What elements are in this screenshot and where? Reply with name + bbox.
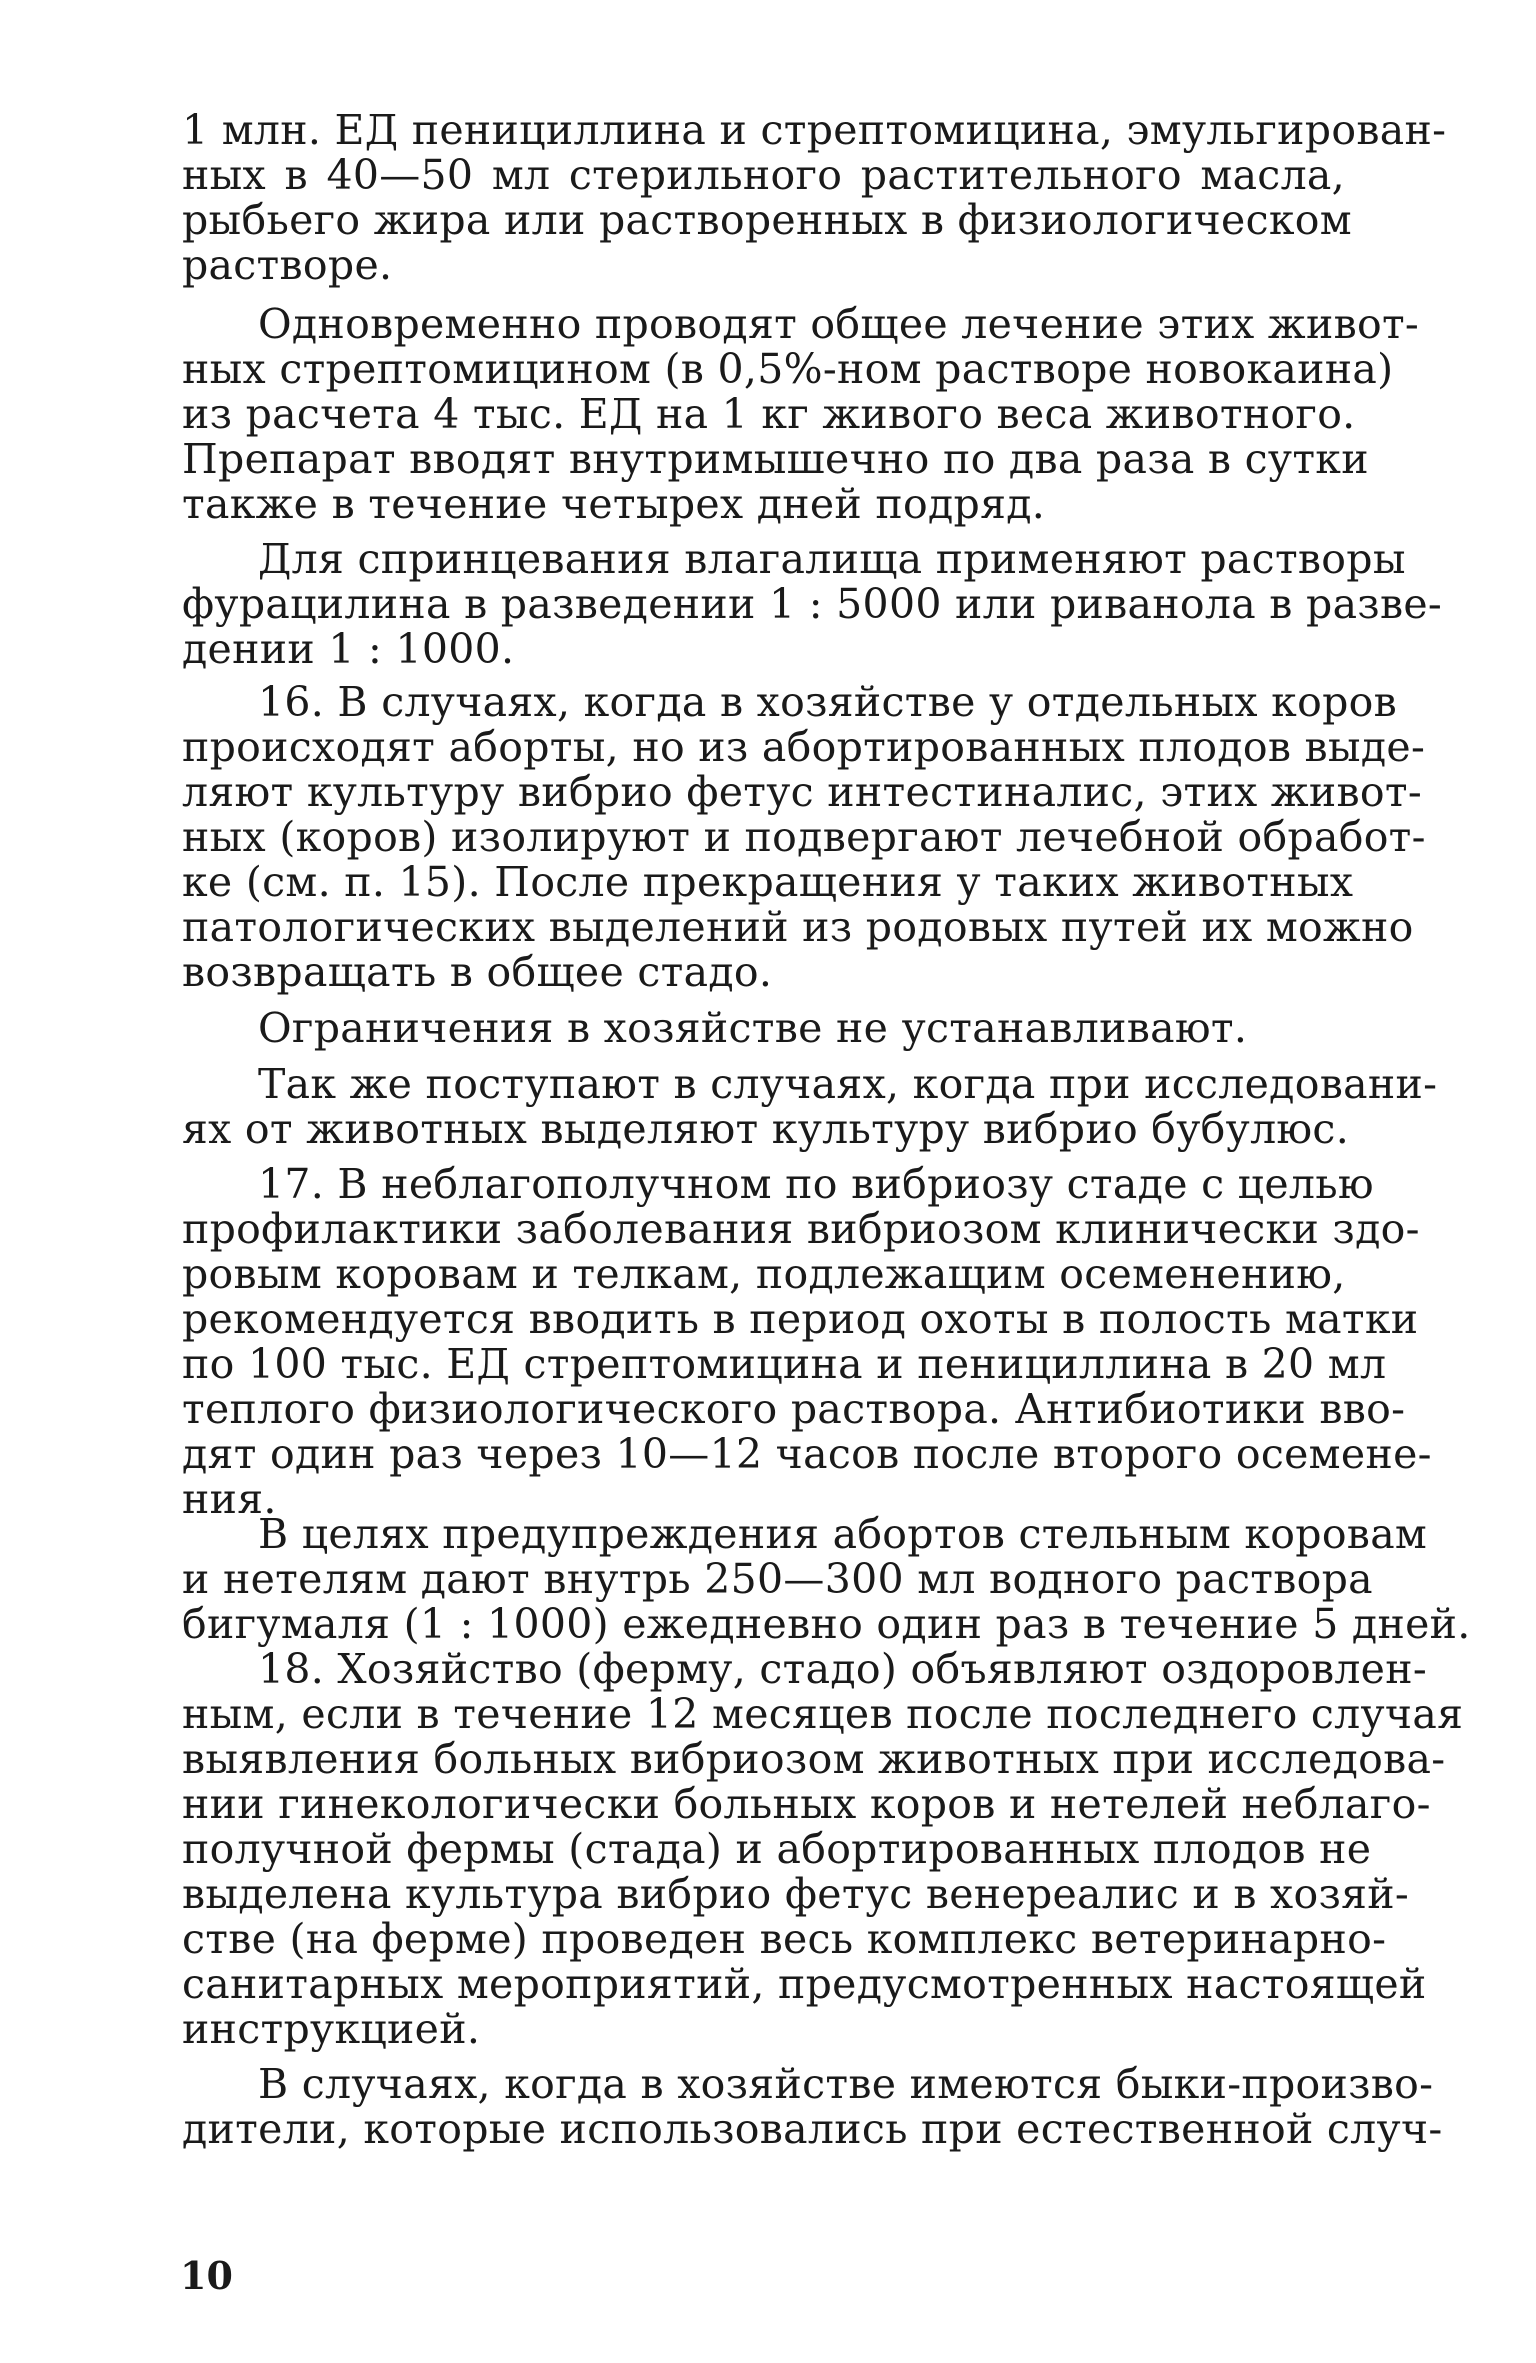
page-number: 10 [180, 2253, 233, 2298]
text-line: 16. В случаях, когда в хозяйстве у отдельных коров [258, 678, 1397, 726]
text-line: Препарат вводят внутримышечно по два раза в сутки [182, 435, 1369, 483]
text-line: стве (на ферме) проведен весь комплекс ветеринарно- [182, 1915, 1387, 1963]
text-line: ляют культуру вибрио фетус интестиналис, этих живот- [182, 768, 1422, 816]
text-line: 17. В неблагополучном по вибриозу стаде с целью [258, 1160, 1374, 1208]
text-line: из расчета 4 тыс. ЕД на 1 кг живого веса животного. [182, 390, 1356, 438]
text-line: ния. [182, 1475, 277, 1523]
text-line: инструкцией. [182, 2005, 481, 2053]
text-line: дители, которые использовались при естественной случ- [182, 2105, 1443, 2153]
text-line: ным, если в течение 12 месяцев после последнего случая [182, 1690, 1464, 1738]
text-line: ных в 40—50 мл стерильного растительного масла, [182, 151, 1345, 199]
text-line: фурацилина в разведении 1 : 5000 или риванола в разве- [182, 580, 1443, 628]
text-line: профилактики заболевания вибриозом клинически здо- [182, 1205, 1420, 1253]
text-line: санитарных мероприятий, предусмотренных настоящей [182, 1960, 1427, 2008]
text-line: по 100 тыс. ЕД стрептомицина и пенициллина в 20 мл [182, 1340, 1387, 1388]
text-line: В случаях, когда в хозяйстве имеются быки-произво- [258, 2060, 1434, 2108]
text-line: дении 1 : 1000. [182, 625, 515, 673]
text-line: растворе. [182, 241, 393, 289]
text-line: и нетелям дают внутрь 250—300 мл водного раствора [182, 1555, 1373, 1603]
text-line: получной фермы (стада) и абортированных плодов не [182, 1825, 1372, 1873]
text-line: также в течение четырех дней подряд. [182, 480, 1046, 528]
text-line: происходят аборты, но из абортированных плодов выде- [182, 723, 1426, 771]
text-line: ке (см. п. 15). После прекращения у таких животных [182, 858, 1354, 906]
text-line: ях от животных выделяют культуру вибрио бубулюс. [182, 1105, 1350, 1153]
text-line: патологических выделений из родовых путей их можно [182, 903, 1414, 951]
text-line: Для спринцевания влагалища применяют растворы [258, 535, 1406, 583]
text-line: рекомендуется вводить в период охоты в полость матки [182, 1295, 1419, 1343]
text-line: ных (коров) изолируют и подвергают лечебной обработ- [182, 813, 1426, 861]
text-line: 1 млн. ЕД пенициллина и стрептомицина, эмульгирован- [182, 106, 1447, 154]
text-line: выявления больных вибриозом животных при исследова- [182, 1735, 1446, 1783]
text-line: дят один раз через 10—12 часов после второго осемене- [182, 1430, 1432, 1478]
text-line: нии гинекологически больных коров и нетелей неблаго- [182, 1780, 1431, 1828]
text-line: Ограничения в хозяйстве не устанавливают. [258, 1004, 1248, 1052]
text-line: Одновременно проводят общее лечение этих живот- [258, 300, 1420, 348]
text-line: возвращать в общее стадо. [182, 948, 773, 996]
text-line: бигумаля (1 : 1000) ежедневно один раз в течение 5 дней. [182, 1600, 1471, 1648]
text-line: выделена культура вибрио фетус венереалис и в хозяй- [182, 1870, 1410, 1918]
text-line: ровым коровам и телкам, подлежащим осеменению, [182, 1250, 1346, 1298]
text-line: Так же поступают в случаях, когда при исследовани- [258, 1060, 1438, 1108]
text-line: ных стрептомицином (в 0,5%-ном растворе новокаина) [182, 345, 1394, 393]
text-line: В целях предупреждения абортов стельным коровам [258, 1510, 1428, 1558]
text-line: рыбьего жира или растворенных в физиологическом [182, 196, 1352, 244]
text-line: 18. Хозяйство (ферму, стадо) объявляют оздоровлен- [258, 1645, 1428, 1693]
text-line: теплого физиологического раствора. Антибиотики вво- [182, 1385, 1406, 1433]
